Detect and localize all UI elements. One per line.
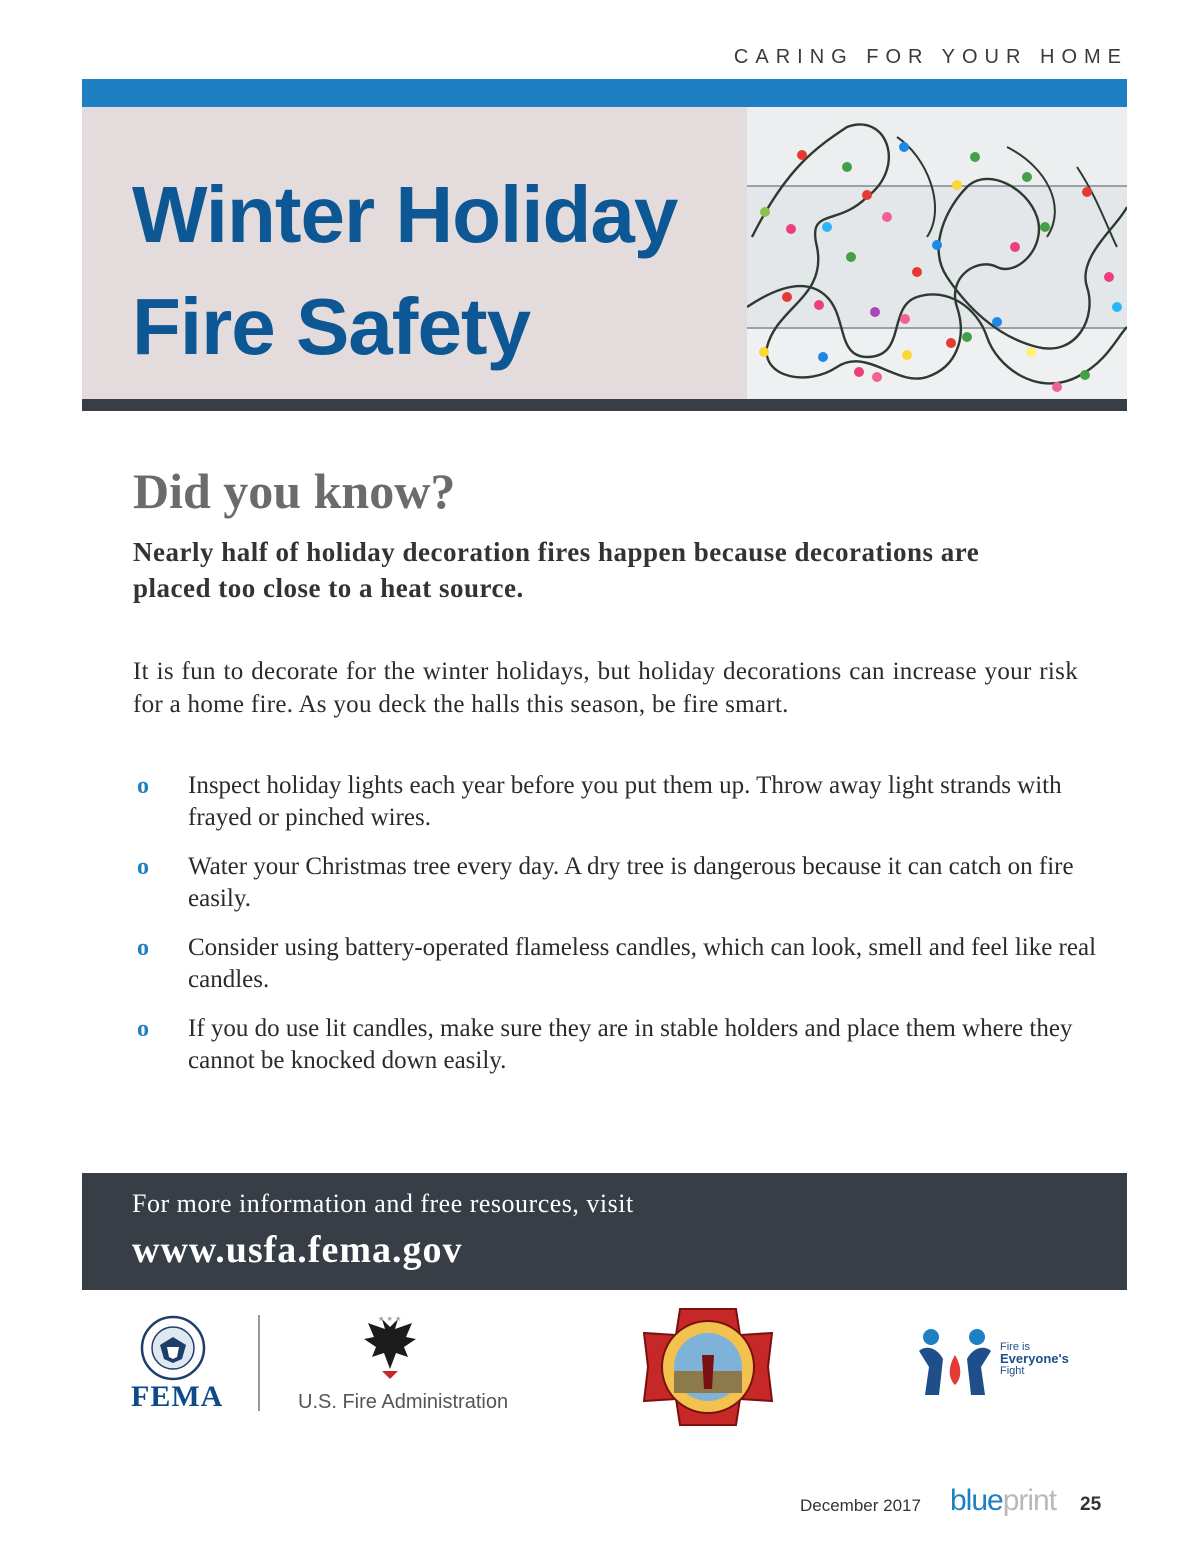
fire-is-everyones-fight-text <box>1000 1341 1069 1377</box>
eagle-icon <box>360 1313 420 1385</box>
dhs-seal-icon <box>140 1315 206 1381</box>
brand-part-print: print <box>1002 1484 1057 1517</box>
logo-divider <box>258 1315 260 1411</box>
fire-marshals-badge-icon <box>640 1305 776 1429</box>
hero-banner <box>82 107 1127 399</box>
issue-date: December 2017 <box>800 1496 921 1515</box>
page-footer <box>0 1482 1200 1522</box>
partner-logos <box>0 1305 1200 1435</box>
title-line-2: Fire Safety <box>132 282 531 371</box>
blueprint-logo <box>950 1484 1056 1518</box>
brand-part-blue: blue <box>950 1484 1003 1517</box>
bullet-icon: o <box>137 935 149 961</box>
fire-is-everyones-fight-icon <box>915 1325 995 1399</box>
fef-line-1: Fire is <box>1000 1341 1030 1353</box>
holiday-lights-photo <box>747 107 1127 399</box>
fef-line-3: Fight <box>1000 1365 1025 1377</box>
tip-text: Consider using battery-operated flameless candles, which can look, smell and feel like real candles. <box>188 934 1097 993</box>
bullet-icon: o <box>137 773 149 799</box>
fef-line-2: Everyone's <box>1000 1351 1069 1366</box>
usfa-logo-text: U.S. Fire Administration <box>298 1391 509 1413</box>
tip-text: Inspect holiday lights each year before you put them up. Throw away light strands with frayed or pinched wires. <box>188 772 1062 831</box>
resources-banner <box>82 1173 1127 1290</box>
intro-paragraph: It is fun to decorate for the winter holidays, but holiday decorations can increase your risk for a home fire. As you deck the halls this season, be fire smart. <box>133 658 1078 718</box>
tip-text: If you do use lit candles, make sure they are in stable holders and place them where they cannot be knocked down easily. <box>188 1015 1073 1074</box>
section-kicker: CARING FOR YOUR HOME <box>733 46 1128 68</box>
safety-tips-list <box>133 770 1103 1094</box>
lead-statement: Nearly half of holiday decoration fires happen because decorations are placed too close to a heat source. <box>133 537 980 603</box>
title-line-1: Winter Holiday <box>132 170 678 259</box>
list-item <box>133 1013 1103 1077</box>
list-item <box>133 770 1103 834</box>
resources-link[interactable]: www.usfa.fema.gov <box>132 1229 463 1271</box>
fema-logo: FEMA <box>131 1380 224 1413</box>
tip-text: Water your Christmas tree every day. A dry tree is dangerous because it can catch on fire easily. <box>188 853 1074 912</box>
header-accent-bar <box>82 79 1127 107</box>
bullet-icon: o <box>137 854 149 880</box>
list-item <box>133 851 1103 915</box>
list-item <box>133 932 1103 996</box>
page-number: 25 <box>1080 1494 1102 1515</box>
page-title <box>132 159 677 383</box>
bullet-icon: o <box>137 1016 149 1042</box>
header-dark-bar <box>82 399 1127 411</box>
resources-text: For more information and free resources, visit <box>132 1189 634 1218</box>
section-heading: Did you know? <box>133 463 456 519</box>
svg-text:★ ★ ★: ★ ★ ★ <box>378 1315 402 1323</box>
